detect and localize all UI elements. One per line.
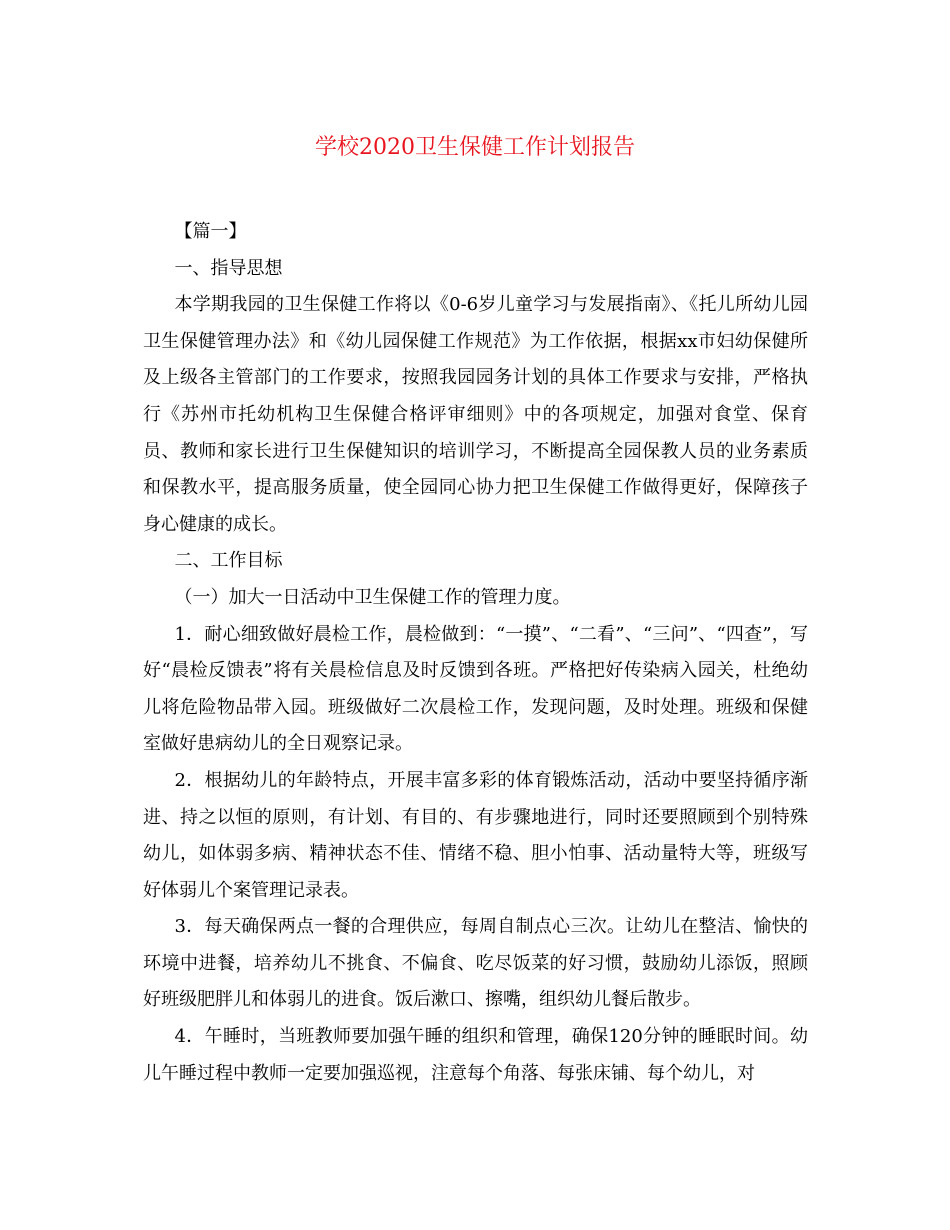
section-heading-work-goals: 二、工作目标 [174, 550, 283, 572]
paragraph: 2．根据幼儿的年龄特点，开展丰富多彩的体育锻炼活动，活动中要坚持循序渐进、持之以恒的原则，有计划、有目的、有步骤地进行，同时还要照顾到个别特殊幼儿，如体弱多病、精神状态不佳、情绪不稳、胆小怕事、活动量特大等，班级写好体弱儿个案管理记录表。 [143, 769, 808, 901]
paragraph: 本学期我园的卫生保健工作将以《0-6岁儿童学习与发展指南》、《托儿所幼儿园卫生保健管理办法》和《幼儿园保健工作规范》为工作依据，根据xx市妇幼保健所及上级各主管部门的工作要求，按照我园园务计划的具体工作要求与安排，严格执行《苏州市托幼机构卫生保健合格评审细则》中的各项规定，加强对食堂、保育员、教师和家长进行卫生保健知识的培训学习，不断提高全园保教人员的业务素质和保教水平，提高服务质量，使全园同心协力把卫生保健工作做得更好，保障孩子身心健康的成长。 [143, 294, 808, 535]
subsection-heading: （一）加大一日活动中卫生保健工作的管理力度。 [174, 586, 571, 608]
part-heading: 【篇一】 [174, 221, 247, 242]
paragraph: 3．每天确保两点一餐的合理供应，每周自制点心三次。让幼儿在整洁、愉快的环境中进餐，培养幼儿不挑食、不偏食、吃尽饭菜的好习惯，鼓励幼儿添饭，照顾好班级肥胖儿和体弱儿的进食。饭后漱口、擦嘴，组织幼儿餐后散步。 [143, 916, 808, 1011]
document-title: 学校2020卫生保健工作计划报告 [315, 135, 635, 160]
paragraph: 4．午睡时，当班教师要加强午睡的组织和管理，确保120分钟的睡眠时间。幼儿午睡过程中教师一定要加强巡视，注意每个角落、每张床铺、每个幼儿，对 [143, 1026, 808, 1084]
section-heading-guiding-ideology: 一、指导思想 [174, 257, 283, 279]
document-body [143, 214, 808, 1092]
paragraph: 1．耐心细致做好晨检工作，晨检做到：“一摸”、“二看”、“三问”、“四查”，写好“晨检反馈表”将有关晨检信息及时反馈到各班。严格把好传染病入园关，杜绝幼儿将危险物品带入园。班级做好二次晨检工作，发现问题，及时处理。班级和保健室做好患病幼儿的全日观察记录。 [143, 623, 808, 755]
